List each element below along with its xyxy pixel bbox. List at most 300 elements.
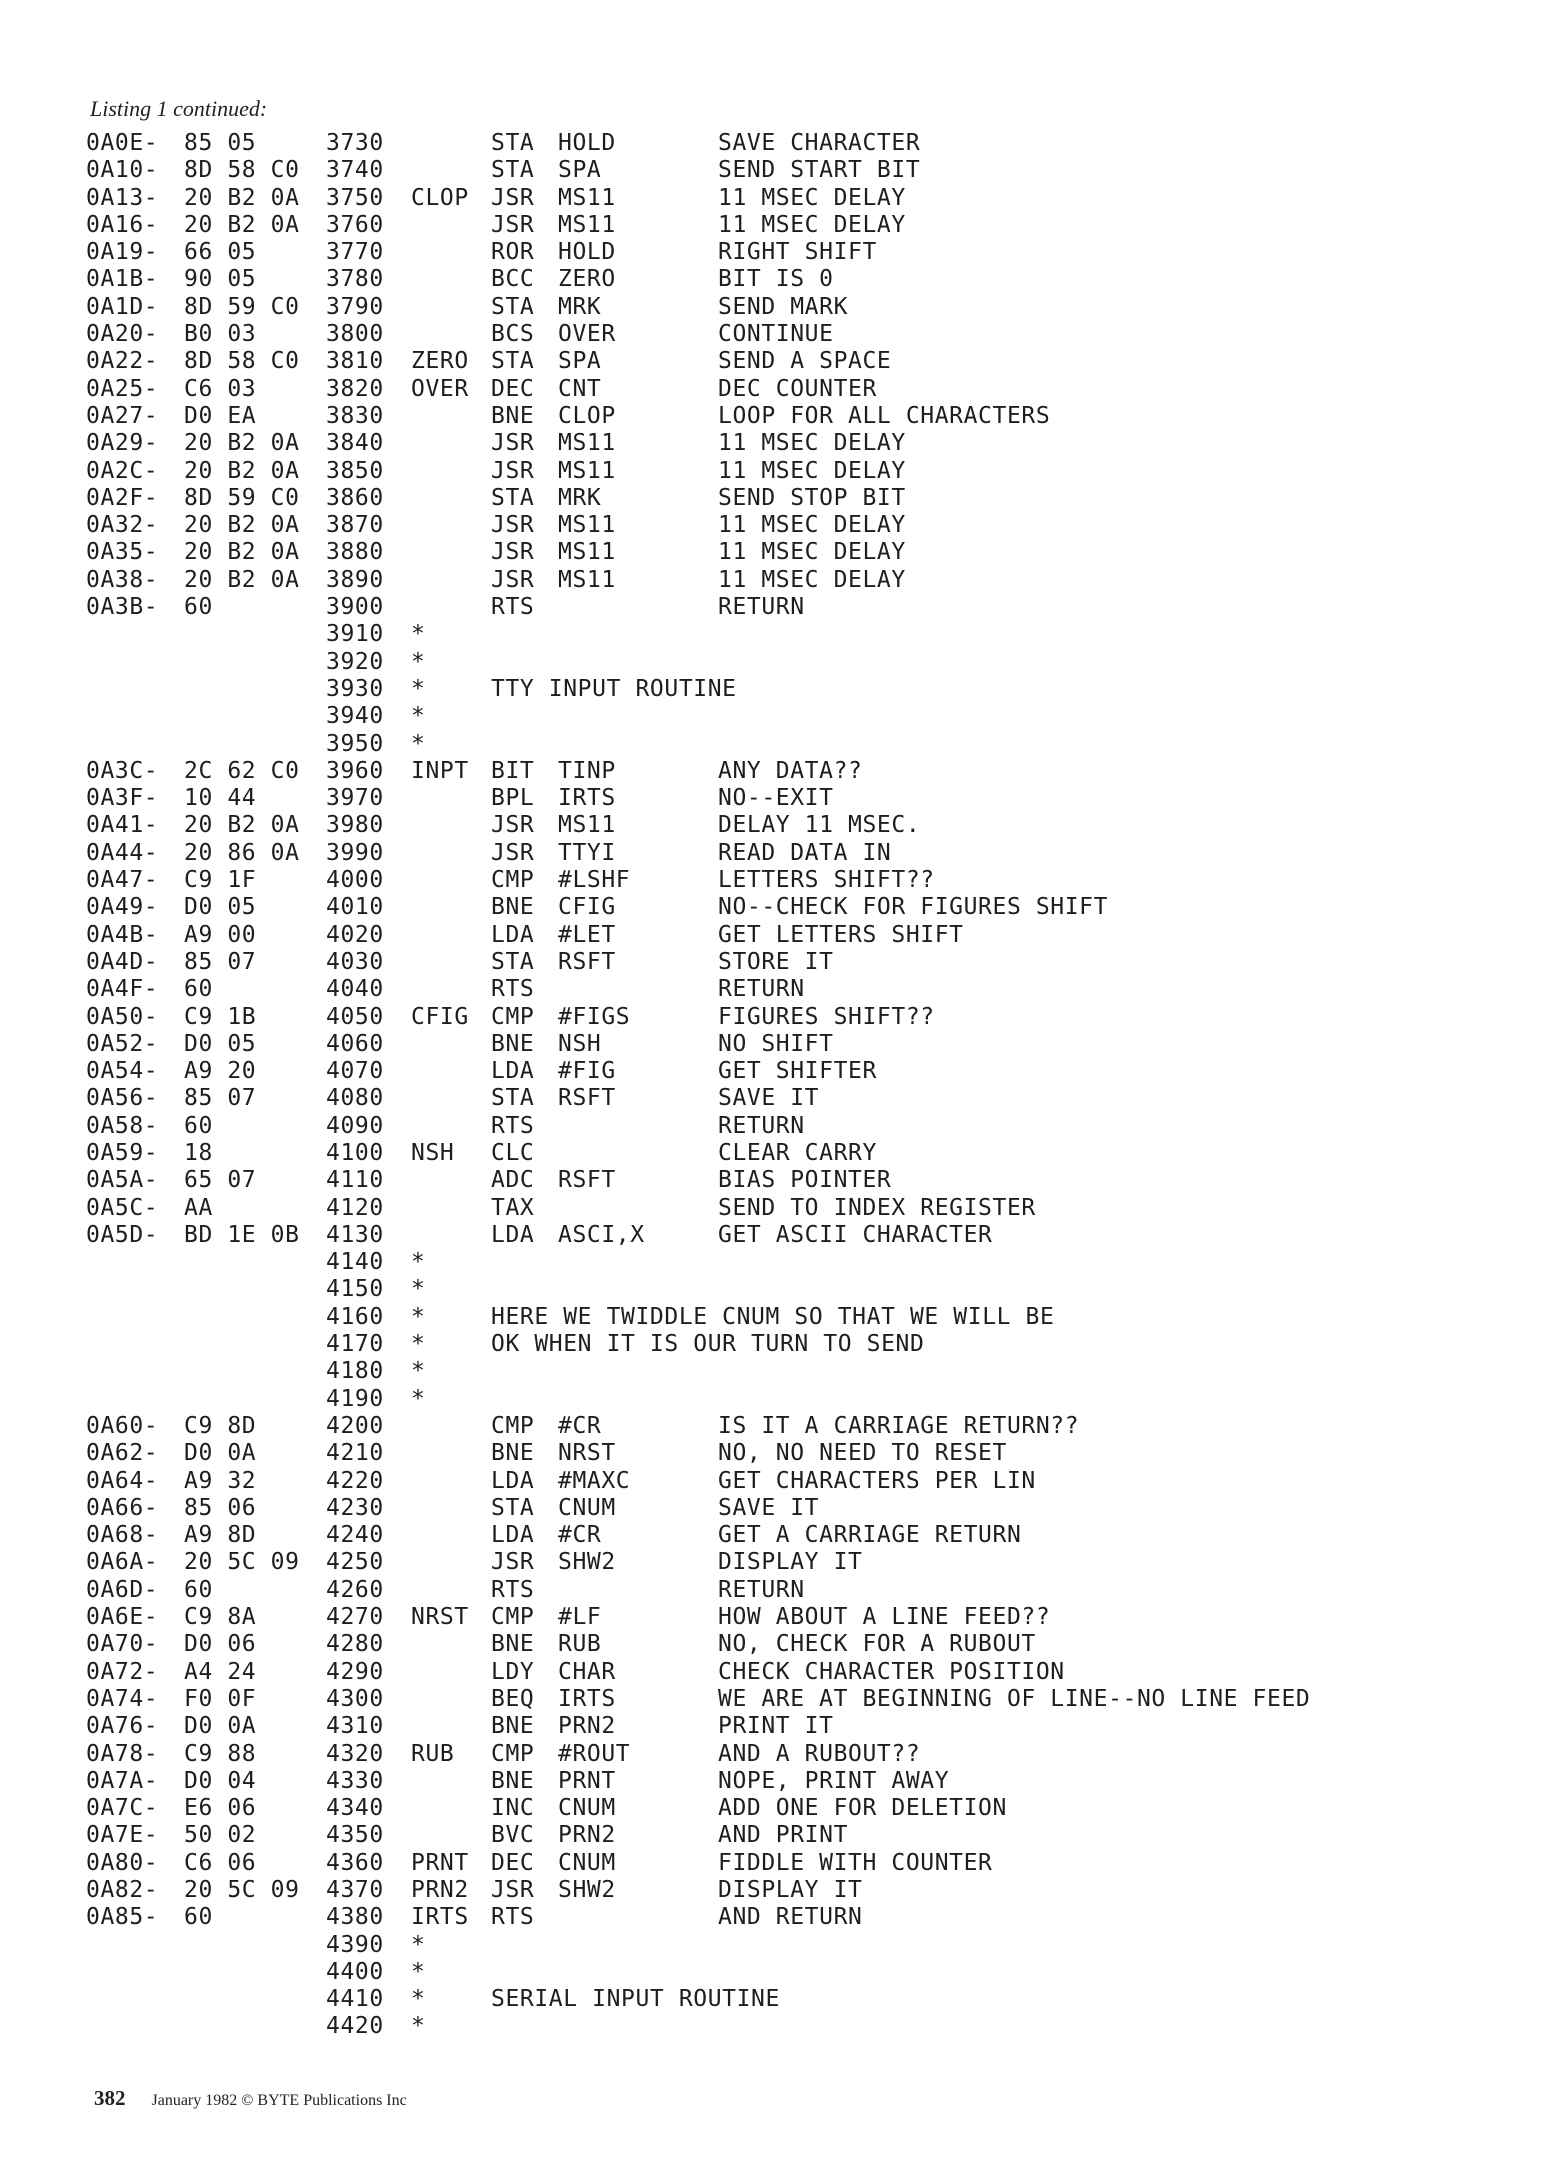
opcode: JSR (491, 1877, 535, 1903)
address: 0A68- (86, 1522, 159, 1549)
opcode: BCS (491, 321, 535, 348)
listing-line (86, 731, 1546, 758)
comment: NO--CHECK FOR FIGURES SHIFT (718, 894, 1109, 921)
object-code: 8D 59 C0 (184, 293, 300, 320)
comment-marker: * (411, 1986, 426, 2013)
operand: TINP (558, 757, 616, 784)
label: PRN2 (411, 1877, 469, 1903)
label: RUB (411, 1740, 455, 1767)
object-code: 85 07 (184, 948, 257, 975)
address: 0A13- (86, 184, 159, 211)
listing-line (86, 758, 1546, 785)
listing-line (86, 157, 1546, 184)
opcode: DEC (491, 1849, 535, 1876)
listing-line (86, 266, 1546, 293)
address: 0A78- (86, 1740, 159, 1767)
address: 0A7C- (86, 1795, 159, 1822)
line-number: 3780 (326, 266, 384, 293)
listing-line (86, 840, 1546, 867)
label: IRTS (411, 1904, 469, 1931)
address: 0A54- (86, 1058, 159, 1085)
comment: IS IT A CARRIAGE RETURN?? (718, 1412, 1080, 1439)
comment-marker: * (411, 730, 426, 757)
address: 0A19- (86, 239, 159, 266)
page-footer (94, 2086, 407, 2111)
line-number: 4010 (326, 894, 384, 921)
opcode: CMP (491, 1740, 535, 1767)
opcode: STA (491, 157, 535, 184)
line-number: 4260 (326, 1576, 384, 1603)
address: 0A35- (86, 539, 159, 566)
address: 0A5C- (86, 1194, 159, 1221)
address: 0A80- (86, 1849, 159, 1876)
address: 0A16- (86, 211, 159, 238)
listing-line (86, 1795, 1546, 1822)
opcode: BNE (491, 894, 535, 921)
publication-credit: January 1982 © BYTE Publications Inc (151, 2092, 407, 2109)
listing-line (86, 1659, 1546, 1686)
comment: SEND STOP BIT (718, 484, 906, 511)
comment: BIT IS 0 (718, 266, 834, 293)
comment: ANY DATA?? (718, 757, 863, 784)
comment: NO, CHECK FOR A RUBOUT (718, 1631, 1036, 1658)
line-number: 4120 (326, 1194, 384, 1221)
object-code: 65 07 (184, 1167, 257, 1194)
address: 0A66- (86, 1494, 159, 1521)
listing-caption: Listing 1 continued: (90, 96, 268, 121)
line-number: 4000 (326, 867, 384, 894)
operand: PRN2 (558, 1713, 616, 1740)
line-number: 4040 (326, 976, 384, 1003)
operand: SPA (558, 348, 602, 375)
opcode: JSR (491, 211, 535, 238)
listing-line (86, 1249, 1546, 1276)
line-number: 4100 (326, 1139, 384, 1166)
comment: RETURN (718, 976, 805, 1003)
line-number: 4310 (326, 1713, 384, 1740)
object-code: 85 05 (184, 130, 257, 156)
line-number: 4230 (326, 1494, 384, 1521)
listing-line (86, 1195, 1546, 1222)
operand: #LET (558, 921, 616, 948)
opcode: CMP (491, 867, 535, 894)
line-number: 4390 (326, 1931, 384, 1958)
listing-line (86, 1276, 1546, 1303)
object-code: B0 03 (184, 321, 257, 348)
object-code: 60 (184, 1576, 213, 1603)
comment: SEND A SPACE (718, 348, 892, 375)
line-number: 4370 (326, 1877, 384, 1903)
line-number: 4290 (326, 1658, 384, 1685)
address: 0A4D- (86, 948, 159, 975)
listing-line (86, 812, 1546, 839)
comment: SAVE IT (718, 1085, 820, 1112)
comment: WE ARE AT BEGINNING OF LINE--NO LINE FEED (718, 1685, 1311, 1712)
listing-line (86, 1577, 1546, 1604)
opcode: LDA (491, 1221, 535, 1248)
line-number: 4350 (326, 1822, 384, 1849)
object-code: 20 5C 09 (184, 1877, 300, 1903)
address: 0A56- (86, 1085, 159, 1112)
listing-line (86, 1140, 1546, 1167)
line-number: 4360 (326, 1849, 384, 1876)
address: 0A1D- (86, 293, 159, 320)
listing-line (86, 1304, 1546, 1331)
opcode: BNE (491, 1030, 535, 1057)
line-number: 4340 (326, 1795, 384, 1822)
operand: MS11 (558, 812, 616, 839)
line-number: 3960 (326, 757, 384, 784)
address: 0A64- (86, 1467, 159, 1494)
object-code: 8D 59 C0 (184, 484, 300, 511)
operand: NSH (558, 1030, 602, 1057)
address: 0A58- (86, 1112, 159, 1139)
line-number: 4070 (326, 1058, 384, 1085)
line-number: 4400 (326, 1958, 384, 1985)
line-number: 4240 (326, 1522, 384, 1549)
line-number: 4130 (326, 1221, 384, 1248)
line-number: 3990 (326, 839, 384, 866)
address: 0A3B- (86, 594, 159, 621)
comment: NO SHIFT (718, 1030, 834, 1057)
listing-line (86, 1904, 1546, 1931)
address: 0A7A- (86, 1767, 159, 1794)
line-number: 3910 (326, 621, 384, 648)
object-code: C9 8D (184, 1412, 257, 1439)
line-number: 3920 (326, 648, 384, 675)
address: 0A60- (86, 1412, 159, 1439)
comment-marker: * (411, 675, 426, 702)
operand: PRNT (558, 1767, 616, 1794)
listing-line (86, 212, 1546, 239)
operand: #CR (558, 1412, 602, 1439)
operand: RUB (558, 1631, 602, 1658)
opcode: JSR (491, 184, 535, 211)
opcode: STA (491, 130, 535, 156)
comment: SEND START BIT (718, 157, 921, 184)
object-code: 50 02 (184, 1822, 257, 1849)
comment: FIGURES SHIFT?? (718, 1003, 935, 1030)
operand: CLOP (558, 402, 616, 429)
listing-line (86, 1768, 1546, 1795)
object-code: A9 32 (184, 1467, 257, 1494)
line-number: 4330 (326, 1767, 384, 1794)
object-code: C6 06 (184, 1849, 257, 1876)
line-number: 4110 (326, 1167, 384, 1194)
line-number: 4220 (326, 1467, 384, 1494)
opcode: ADC (491, 1167, 535, 1194)
object-code: D0 06 (184, 1631, 257, 1658)
label: NRST (411, 1604, 469, 1631)
listing-line (86, 1358, 1546, 1385)
operand: MS11 (558, 566, 616, 593)
address: 0A62- (86, 1440, 159, 1467)
operand: MRK (558, 484, 602, 511)
address: 0A5A- (86, 1167, 159, 1194)
comment: GET ASCII CHARACTER (718, 1221, 993, 1248)
operand: SHW2 (558, 1877, 616, 1903)
opcode: RTS (491, 1112, 535, 1139)
address: 0A20- (86, 321, 159, 348)
opcode: CMP (491, 1003, 535, 1030)
opcode: BIT (491, 757, 535, 784)
address: 0A52- (86, 1030, 159, 1057)
object-code: 90 05 (184, 266, 257, 293)
opcode: ROR (491, 239, 535, 266)
line-number: 3740 (326, 157, 384, 184)
operand: TTYI (558, 839, 616, 866)
opcode: RTS (491, 1904, 535, 1931)
object-code: 20 B2 0A (184, 457, 300, 484)
object-code: C6 03 (184, 375, 257, 402)
comment-marker: * (411, 1958, 426, 1985)
line-number: 4170 (326, 1331, 384, 1358)
opcode: CLC (491, 1139, 535, 1166)
line-number: 3810 (326, 348, 384, 375)
listing-line (86, 1440, 1546, 1467)
listing-line (86, 1741, 1546, 1768)
address: 0A2C- (86, 457, 159, 484)
operand: #FIGS (558, 1003, 631, 1030)
opcode: JSR (491, 457, 535, 484)
operand: #LF (558, 1604, 602, 1631)
opcode: INC (491, 1795, 535, 1822)
opcode: JSR (491, 539, 535, 566)
object-code: 10 44 (184, 785, 257, 812)
address: 0A25- (86, 375, 159, 402)
operand: #LSHF (558, 867, 631, 894)
object-code: 20 B2 0A (184, 566, 300, 593)
comment: LETTERS SHIFT?? (718, 867, 935, 894)
listing-line (86, 621, 1546, 648)
comment: GET LETTERS SHIFT (718, 921, 964, 948)
object-code: 18 (184, 1139, 213, 1166)
object-code: 8D 58 C0 (184, 348, 300, 375)
opcode: BNE (491, 1631, 535, 1658)
address: 0A85- (86, 1904, 159, 1931)
object-code: F0 0F (184, 1685, 257, 1712)
address: 0A3C- (86, 757, 159, 784)
comment: NO, NO NEED TO RESET (718, 1440, 1007, 1467)
operand: MS11 (558, 457, 616, 484)
listing-line (86, 239, 1546, 266)
comment-text: SERIAL INPUT ROUTINE (491, 1986, 780, 2013)
opcode: STA (491, 484, 535, 511)
address: 0A10- (86, 157, 159, 184)
address: 0A7E- (86, 1822, 159, 1849)
address: 0A29- (86, 430, 159, 457)
operand: CNUM (558, 1494, 616, 1521)
listing-line (86, 922, 1546, 949)
listing-line (86, 1822, 1546, 1849)
listing-line (86, 458, 1546, 485)
comment-text: OK WHEN IT IS OUR TURN TO SEND (491, 1331, 925, 1358)
comment: RETURN (718, 1112, 805, 1139)
opcode: BVC (491, 1822, 535, 1849)
opcode: BEQ (491, 1685, 535, 1712)
object-code: 20 B2 0A (184, 539, 300, 566)
opcode: CMP (491, 1604, 535, 1631)
operand: SHW2 (558, 1549, 616, 1576)
operand: RSFT (558, 948, 616, 975)
line-number: 4160 (326, 1303, 384, 1330)
comment: AND A RUBOUT?? (718, 1740, 921, 1767)
operand: CHAR (558, 1658, 616, 1685)
line-number: 3760 (326, 211, 384, 238)
object-code: 60 (184, 594, 213, 621)
comment: FIDDLE WITH COUNTER (718, 1849, 993, 1876)
object-code: C9 1F (184, 867, 257, 894)
object-code: 2C 62 C0 (184, 757, 300, 784)
line-number: 3830 (326, 402, 384, 429)
address: 0A5D- (86, 1221, 159, 1248)
address: 0A4F- (86, 976, 159, 1003)
line-number: 3840 (326, 430, 384, 457)
line-number: 4200 (326, 1412, 384, 1439)
line-number: 3980 (326, 812, 384, 839)
comment: SAVE CHARACTER (718, 130, 921, 156)
line-number: 4320 (326, 1740, 384, 1767)
listing-line (86, 2013, 1546, 2040)
label: NSH (411, 1139, 455, 1166)
object-code: AA (184, 1194, 213, 1221)
comment: PRINT IT (718, 1713, 834, 1740)
listing-line (86, 1468, 1546, 1495)
line-number: 3860 (326, 484, 384, 511)
label: INPT (411, 757, 469, 784)
comment-marker: * (411, 1303, 426, 1330)
opcode: STA (491, 948, 535, 975)
operand: CFIG (558, 894, 616, 921)
listing-line (86, 976, 1546, 1003)
opcode: BNE (491, 1440, 535, 1467)
opcode: JSR (491, 430, 535, 457)
listing-line (86, 1713, 1546, 1740)
operand: ZERO (558, 266, 616, 293)
address: 0A50- (86, 1003, 159, 1030)
comment-marker: * (411, 621, 426, 648)
comment: HOW ABOUT A LINE FEED?? (718, 1604, 1051, 1631)
operand: #ROUT (558, 1740, 631, 1767)
label: OVER (411, 375, 469, 402)
line-number: 4020 (326, 921, 384, 948)
line-number: 3850 (326, 457, 384, 484)
line-number: 4280 (326, 1631, 384, 1658)
opcode: BNE (491, 1713, 535, 1740)
address: 0A6E- (86, 1604, 159, 1631)
comment: AND PRINT (718, 1822, 849, 1849)
listing-line (86, 1631, 1546, 1658)
listing-line (86, 1413, 1546, 1440)
comment: READ DATA IN (718, 839, 892, 866)
opcode: BNE (491, 1767, 535, 1794)
object-code: D0 04 (184, 1767, 257, 1794)
operand: MS11 (558, 430, 616, 457)
listing-line (86, 185, 1546, 212)
comment: 11 MSEC DELAY (718, 211, 906, 238)
address: 0A76- (86, 1713, 159, 1740)
line-number: 4030 (326, 948, 384, 975)
operand: IRTS (558, 1685, 616, 1712)
comment: 11 MSEC DELAY (718, 184, 906, 211)
opcode: BCC (491, 266, 535, 293)
object-code: 66 05 (184, 239, 257, 266)
comment: LOOP FOR ALL CHARACTERS (718, 402, 1051, 429)
listing-line (86, 512, 1546, 539)
opcode: BPL (491, 785, 535, 812)
comment-marker: * (411, 648, 426, 675)
comment-marker: * (411, 1931, 426, 1958)
opcode: BNE (491, 402, 535, 429)
address: 0A44- (86, 839, 159, 866)
opcode: RTS (491, 976, 535, 1003)
comment: 11 MSEC DELAY (718, 457, 906, 484)
comment: 11 MSEC DELAY (718, 566, 906, 593)
address: 0A74- (86, 1685, 159, 1712)
object-code: C9 8A (184, 1604, 257, 1631)
comment-text: TTY INPUT ROUTINE (491, 675, 737, 702)
comment: AND RETURN (718, 1904, 863, 1931)
operand: ASCI,X (558, 1221, 645, 1248)
comment: NO--EXIT (718, 785, 834, 812)
comment: DISPLAY IT (718, 1549, 863, 1576)
listing-line (86, 430, 1546, 457)
listing-line (86, 1986, 1546, 2013)
listing-line (86, 1058, 1546, 1085)
listing-line (86, 294, 1546, 321)
operand: RSFT (558, 1085, 616, 1112)
address: 0A59- (86, 1139, 159, 1166)
opcode: LDA (491, 1467, 535, 1494)
object-code: 8D 58 C0 (184, 157, 300, 184)
line-number: 3940 (326, 703, 384, 730)
address: 0A27- (86, 402, 159, 429)
operand: OVER (558, 321, 616, 348)
operand: CNT (558, 375, 602, 402)
listing-line (86, 1932, 1546, 1959)
comment-marker: * (411, 1331, 426, 1358)
object-code: D0 0A (184, 1440, 257, 1467)
comment: SEND MARK (718, 293, 849, 320)
comment: 11 MSEC DELAY (718, 512, 906, 539)
listing-line (86, 894, 1546, 921)
comment: GET CHARACTERS PER LIN (718, 1467, 1036, 1494)
listing-line (86, 1850, 1546, 1877)
opcode: RTS (491, 1576, 535, 1603)
listing-line (86, 567, 1546, 594)
operand: MS11 (558, 211, 616, 238)
address: 0A3F- (86, 785, 159, 812)
comment: 11 MSEC DELAY (718, 430, 906, 457)
comment: BIAS POINTER (718, 1167, 892, 1194)
listing-line (86, 1604, 1546, 1631)
opcode: STA (491, 293, 535, 320)
comment: DEC COUNTER (718, 375, 877, 402)
listing-line (86, 1004, 1546, 1031)
line-number: 4210 (326, 1440, 384, 1467)
operand: MS11 (558, 184, 616, 211)
comment: GET A CARRIAGE RETURN (718, 1522, 1022, 1549)
opcode: STA (491, 1085, 535, 1112)
comment: RETURN (718, 594, 805, 621)
line-number: 4410 (326, 1986, 384, 2013)
listing-line (86, 130, 1546, 157)
object-code: 20 B2 0A (184, 430, 300, 457)
comment-marker: * (411, 1276, 426, 1303)
object-code: A9 20 (184, 1058, 257, 1085)
line-number: 4180 (326, 1358, 384, 1385)
comment-marker: * (411, 1358, 426, 1385)
